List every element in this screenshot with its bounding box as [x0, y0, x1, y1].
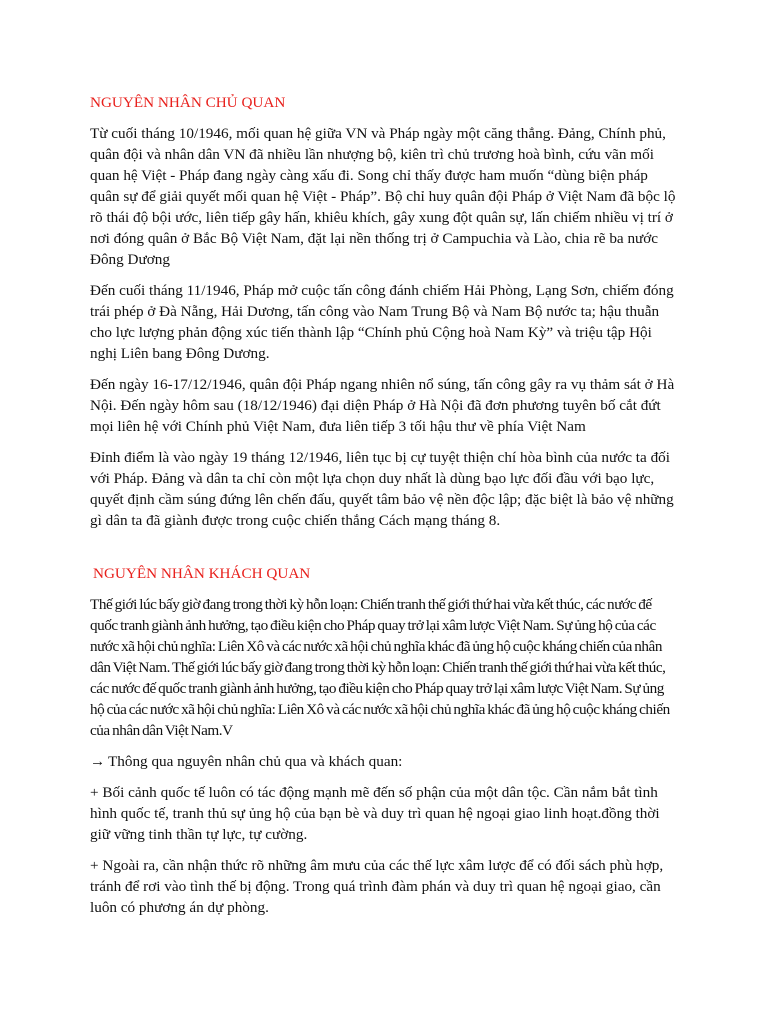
paragraph-objective: Thế giới lúc bấy giờ đang trong thời kỳ hỗn loạn: Chiến tranh thế giới thứ hai vừa kết thúc, các nước đế quốc tranh giành ảnh hưởng, tạo điều kiện cho Pháp quay trở lại xâm lược Việt Nam. Sự ủng hộ của các nước xã hội chủ nghĩa: Liên Xô và các nước xã hội chủ nghĩa khác đã ủng hộ cuộc kháng chiến của nhân dân Việt Nam. Thế giới lúc bấy giờ đang trong thời kỳ hỗn loạn: Chiến tranh thế giới thứ hai vừa kết thúc, các nước đế quốc tranh giành ảnh hưởng, tạo điều kiện cho Pháp quay trở lại xâm lược Việt Nam. Sự ủng hộ của các nước xã hội chủ nghĩa: Liên Xô và các nước xã hội chủ nghĩa khác đã ủng hộ cuộc kháng chiến của nhân dân Việt Nam.V [90, 596, 670, 739]
conclusion-point-1: + Bối cảnh quốc tế luôn có tác động mạnh mẽ đến số phận của một dân tộc. Cần nắm bắt tình hình quốc tế, tranh thủ sự ủng hộ của bạn bè và duy trì quan hệ ngoại giao linh hoạt.đồng thời giữ vững tinh thần tự lực, tự cường. [90, 784, 660, 843]
paragraph-subjective-4: Đỉnh điểm là vào ngày 19 tháng 12/1946, liên tục bị cự tuyệt thiện chí hòa bình của nước ta đối với Pháp. Đảng và dân ta chỉ còn một lựa chọn duy nhất là dùng bạo lực đối đầu với bạo lực, quyết định cầm súng đứng lên chến đấu, quyết tâm bảo vệ nền độc lập; đặc biệt là bảo vệ những gì dân ta đã giành được trong cuộc chiến thắng Cách mạng tháng 8. [90, 449, 674, 529]
conclusion-point-2: + Ngoài ra, cần nhận thức rõ những âm mưu của các thế lực xâm lược để có đối sách phù hợp, tránh để rơi vào tình thế bị động. Trong quá trình đàm phán và duy trì quan hệ ngoại giao, cần luôn có phương án dự phòng. [90, 857, 664, 916]
document-body [90, 92, 680, 928]
heading-objective-causes: NGUYÊN NHÂN KHÁCH QUAN [93, 565, 311, 582]
paragraph-subjective-2: Đến cuối tháng 11/1946, Pháp mở cuộc tấn công đánh chiếm Hải Phòng, Lạng Sơn, chiếm đóng trái phép ở Đà Nẵng, Hải Dương, tấn công vào Nam Trung Bộ và Nam Bộ nước ta; hậu thuẫn cho lực lượng phản động xúc tiến thành lập “Chính phủ Cộng hoà Nam Kỳ” và triệu tập Hội nghị Liên bang Đông Dương. [90, 282, 674, 362]
conclusion-intro: Thông qua nguyên nhân chủ qua và khách quan: [108, 753, 403, 770]
heading-subjective-causes: NGUYÊN NHÂN CHỦ QUAN [90, 94, 286, 111]
arrow-right-icon: → [90, 753, 106, 770]
paragraph-subjective-1: Từ cuối tháng 10/1946, mối quan hệ giữa VN và Pháp ngày một căng thẳng. Đảng, Chính phủ, quân đội và nhân dân VN đã nhiều lần nhượng bộ, kiên trì chủ trương hoà bình, cứu vãn mối quan hệ Việt - Pháp đang ngày càng xấu đi. Song chỉ thấy được ham muốn “dùng biện pháp quân sự để giải quyết mối quan hệ Việt - Pháp”. Bộ chỉ huy quân đội Pháp ở Việt Nam đã bộc lộ rõ thái độ bội ước, liên tiếp gây hấn, khiêu khích, gây xung đột quân sự, lấn chiếm nhiều vị trí ở nơi đóng quân ở Bắc Bộ Việt Nam, đặt lại nền thống trị ở Campuchia và Lào, chia rẽ ba nước Đông Dương [90, 125, 676, 268]
paragraph-subjective-3: Đến ngày 16-17/12/1946, quân đội Pháp ngang nhiên nổ súng, tấn công gây ra vụ thảm sát ở Hà Nội. Đến ngày hôm sau (18/12/1946) đại diện Pháp ở Hà Nội đã đơn phương tuyên bố cắt đứt mọi liên hệ với Chính phủ Việt Nam, đưa liên tiếp 3 tối hậu thư về phía Việt Nam [90, 376, 675, 435]
conclusion-intro-line [90, 751, 680, 772]
